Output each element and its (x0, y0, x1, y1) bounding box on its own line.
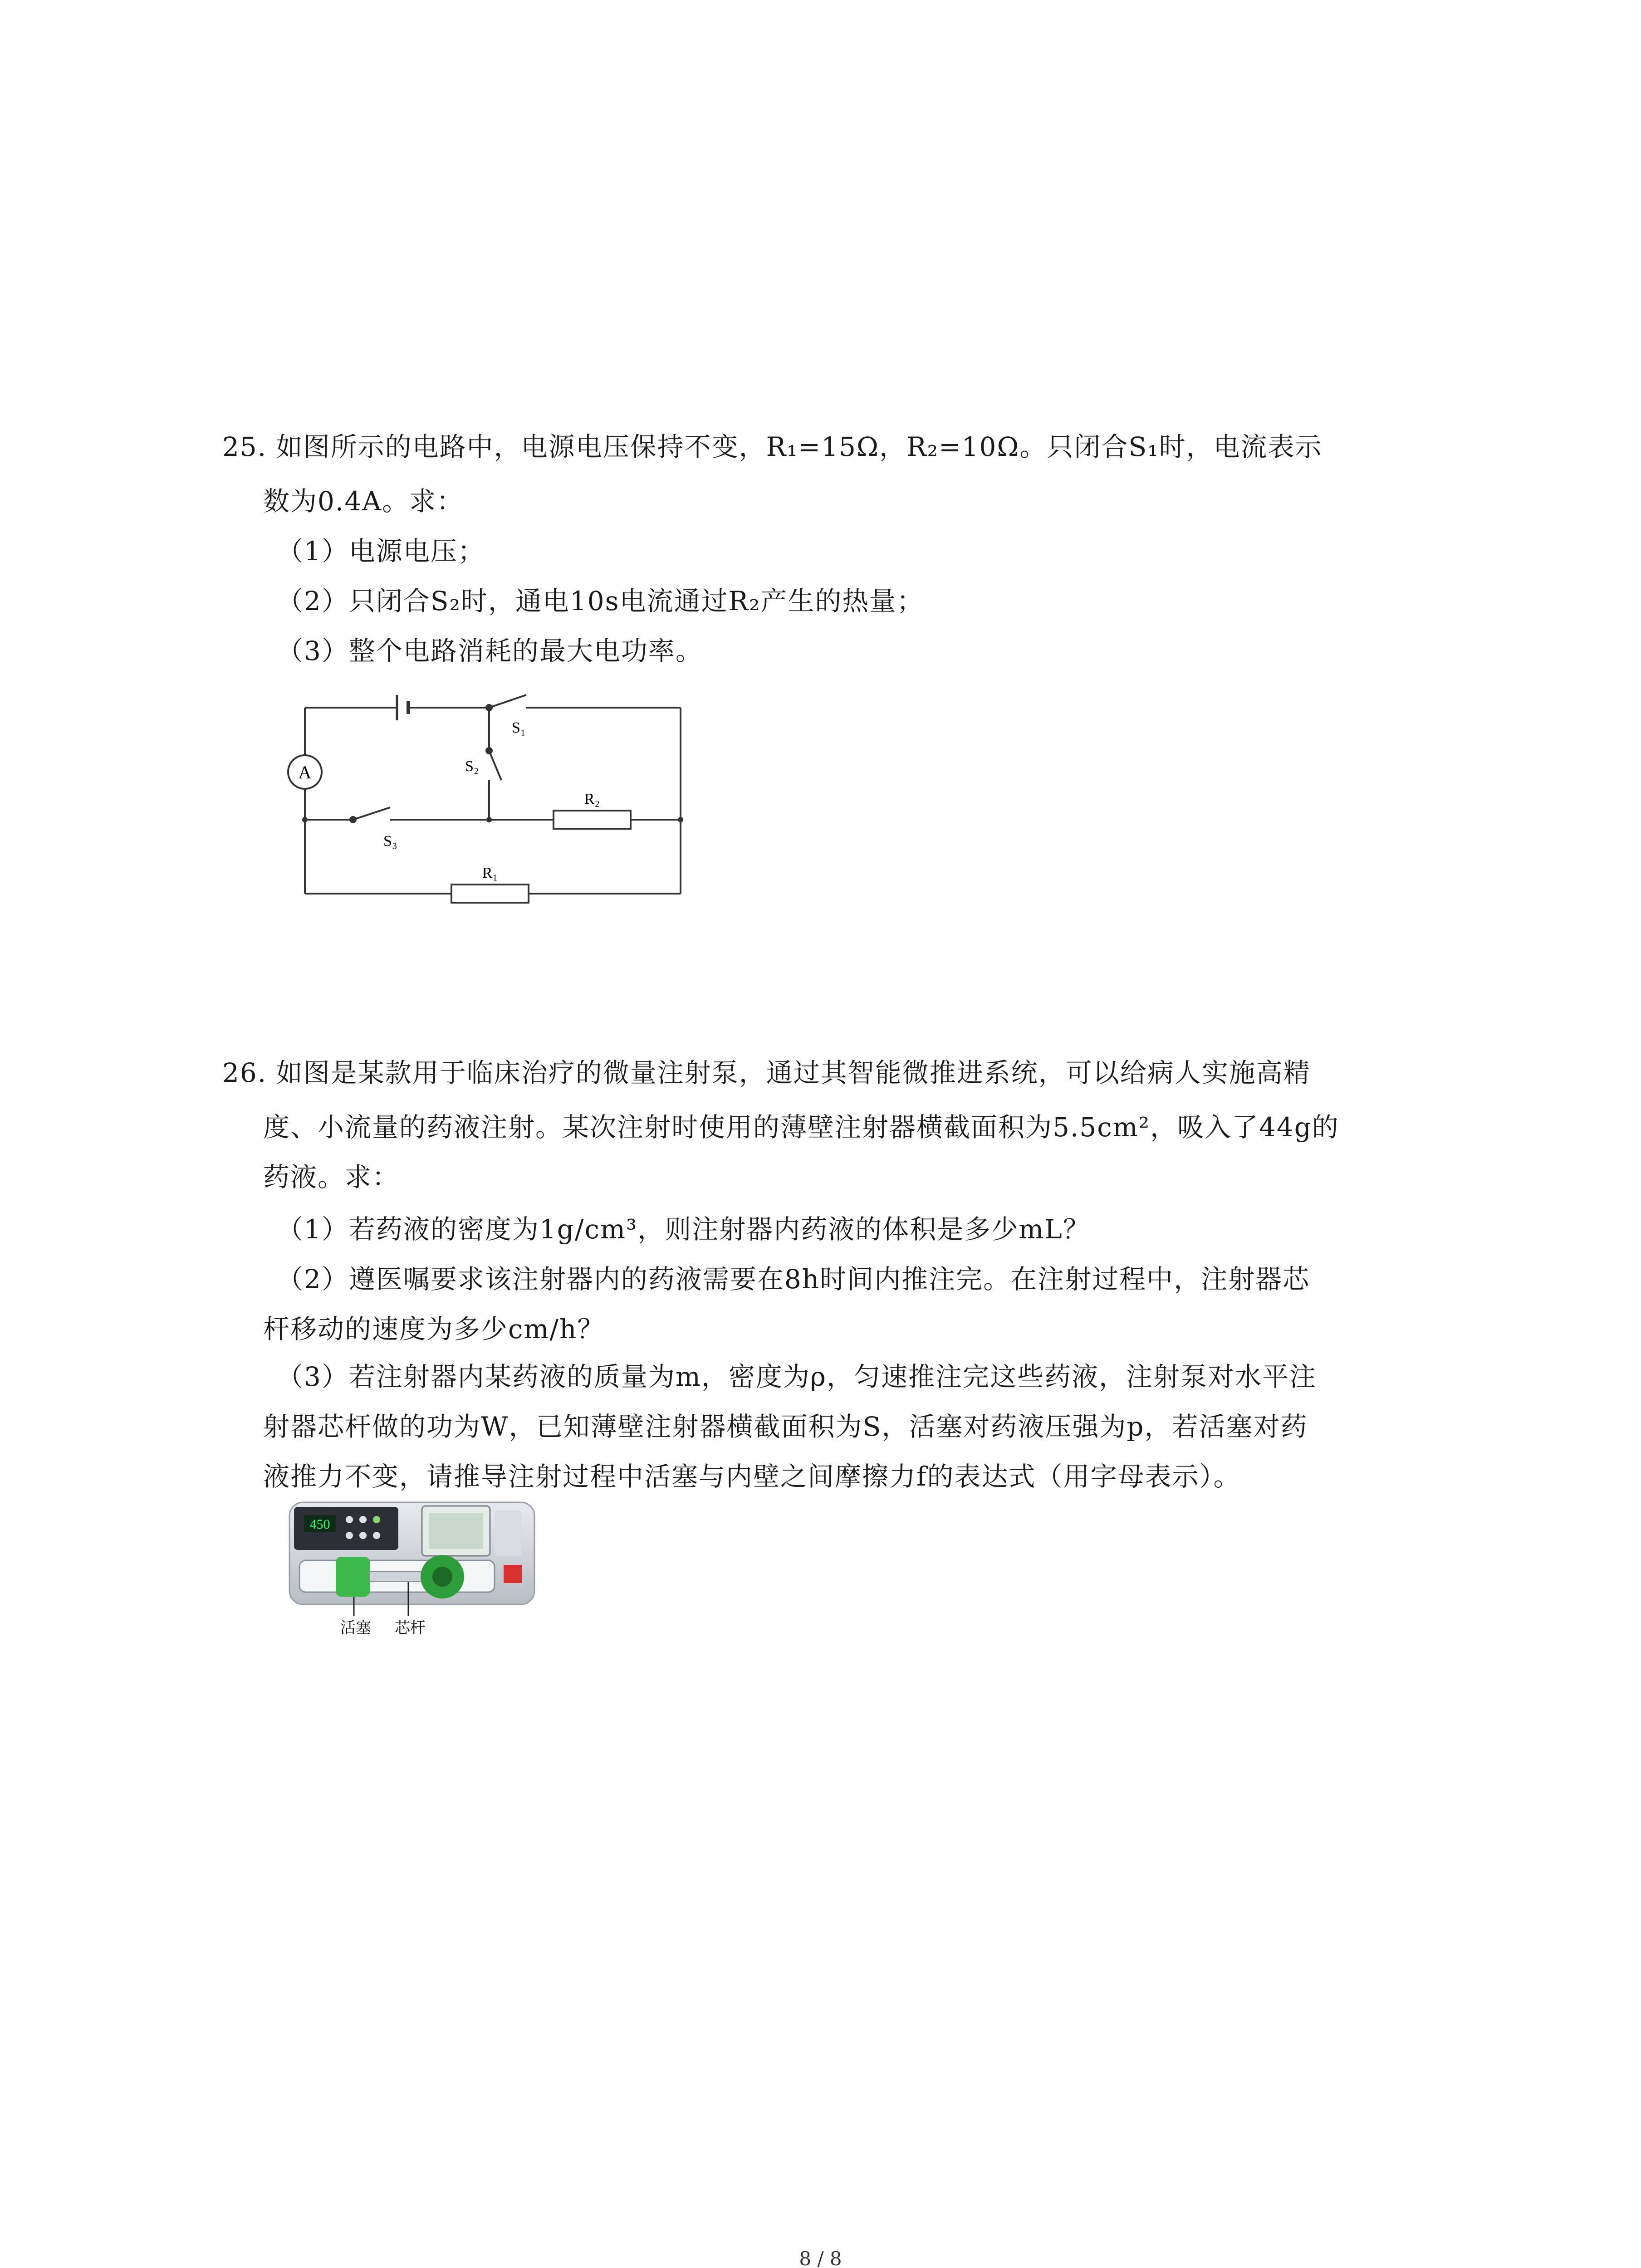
q26-number: 26. (222, 1057, 276, 1088)
s3-label: S₃ (383, 833, 397, 850)
syringe-pump-image (286, 1497, 540, 1642)
q25-sub1: （1）电源电压； (277, 536, 485, 567)
q25-sub2: （2）只闭合S₂时，通电10s电流通过R₂产生的热量； (277, 586, 924, 616)
r1-label: R₁ (482, 865, 498, 881)
pump-display-digits: 450 (309, 1517, 330, 1532)
r2-resistor (554, 811, 631, 829)
q25-line1: 25. 如图所示的电路中，电源电压保持不变，R₁=15Ω，R₂=10Ω。只闭合S₁时，电流表示 (222, 431, 1323, 462)
q26-sub3c: 液推力不变，请推导注射过程中活塞与内壁之间摩擦力f的表达式（用字母表示）。 (263, 1461, 1241, 1492)
s1-label: S₁ (512, 719, 526, 736)
q25-sub3: （3）整个电路消耗的最大电功率。 (277, 635, 703, 666)
q26-sub3a: （3）若注射器内某药液的质量为m，密度为ρ，匀速推注完这些药液，注射泵对水平注 (277, 1361, 1317, 1392)
q26-sub1: （1）若药液的密度为1g/cm³，则注射器内药液的体积是多少mL？ (277, 1214, 1090, 1245)
q25-line2: 数为0.4A。求： (263, 486, 464, 517)
r1-resistor (451, 885, 529, 903)
q26-line3: 药液。求： (263, 1162, 400, 1193)
q26-line1: 26. 如图是某款用于临床治疗的微量注射泵，通过其智能微推进系统，可以给病人实施高精 (222, 1057, 1311, 1088)
page-number: 8 / 8 (799, 2248, 842, 2268)
ammeter-label: A (298, 762, 312, 782)
core-rod-label: 芯杆 (395, 1620, 426, 1637)
q26-sub2b: 杆移动的速度为多少cm/h？ (263, 1314, 605, 1344)
q26-sub3b: 射器芯杆做的功为W，已知薄壁注射器横截面积为S，活塞对药液压强为p，若活塞对药 (263, 1411, 1308, 1442)
s2-label: S₂ (465, 758, 479, 775)
circuit-diagram (272, 685, 690, 912)
piston-label: 活塞 (340, 1620, 371, 1637)
r2-label: R₂ (584, 791, 600, 807)
q26-sub2a: （2）遵医嘱要求该注射器内的药液需要在8h时间内推注完。在注射过程中，注射器芯 (277, 1264, 1310, 1295)
q26-line2: 度、小流量的药液注射。某次注射时使用的薄壁注射器横截面积为5.5cm²，吸入了44g的 (263, 1112, 1339, 1143)
